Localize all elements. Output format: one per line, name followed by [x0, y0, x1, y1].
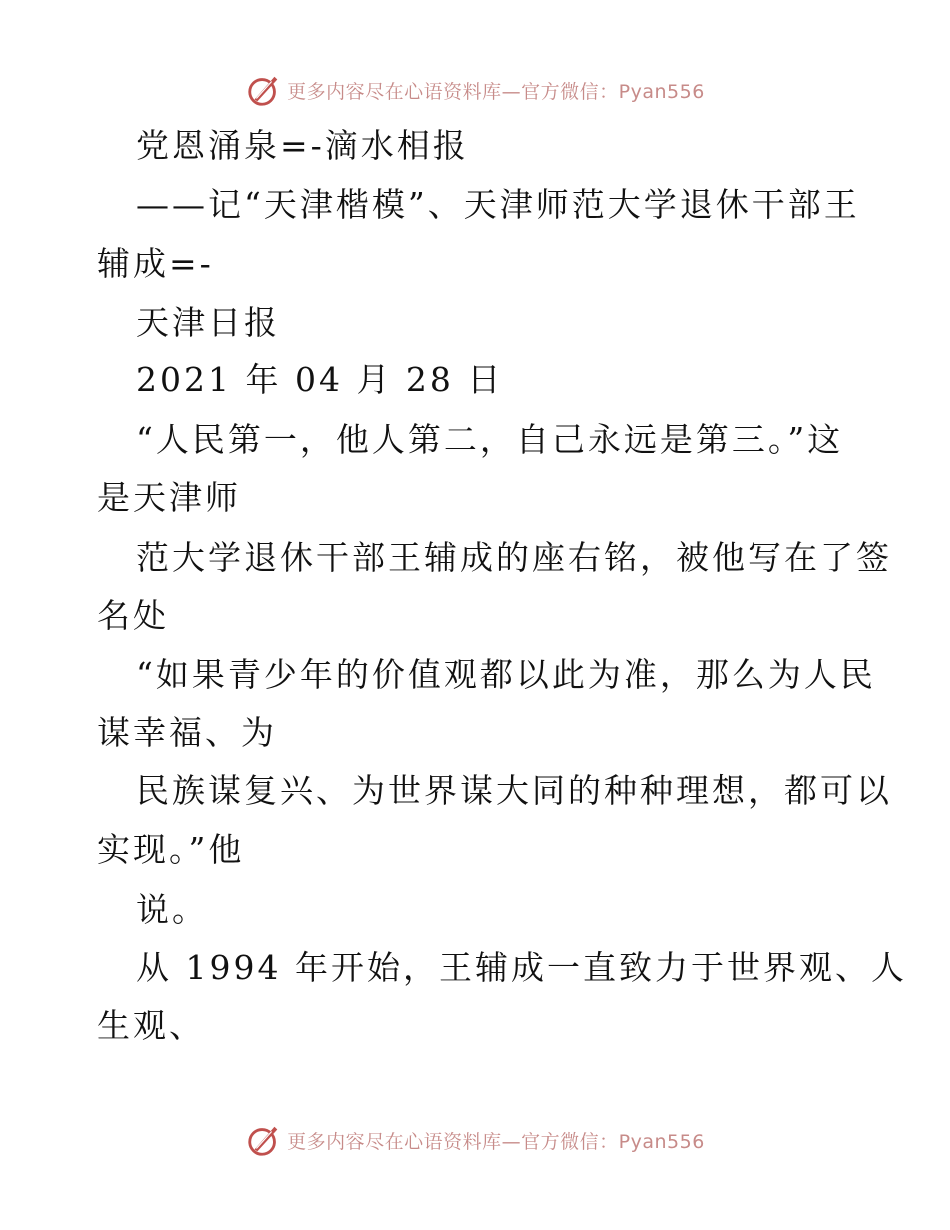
- doc-line-date: 2021 年 04 月 28 日: [136, 360, 504, 399]
- doc-line-subtitle-cont: 辅成=-: [97, 244, 214, 283]
- watermark-text: 更多内容尽在心语资料库—官方微信：Pyan556: [287, 80, 705, 103]
- doc-line-para2-cont: 名处: [97, 596, 169, 635]
- doc-line-para1-cont: 是天津师: [97, 478, 241, 517]
- quill-pen-logo-icon: [245, 1121, 283, 1159]
- doc-line-source: 天津日报: [136, 303, 280, 342]
- watermark-text: 更多内容尽在心语资料库—官方微信：Pyan556: [287, 1130, 705, 1153]
- doc-line-title: 党恩涌泉=-滴水相报: [136, 126, 469, 165]
- watermark-footer: [0, 1118, 950, 1162]
- doc-line-para5: 说。: [136, 890, 208, 929]
- doc-line-para2: 范大学退休干部王辅成的座右铭，被他写在了签: [136, 538, 892, 577]
- doc-line-para6: 从 1994 年开始，王辅成一直致力于世界观、人: [136, 948, 907, 987]
- doc-line-para3: “如果青少年的价值观都以此为准，那么为人民: [136, 655, 876, 694]
- doc-line-para6-cont: 生观、: [97, 1006, 205, 1045]
- doc-line-subtitle: ——记“天津楷模”、天津师范大学退休干部王: [136, 185, 860, 224]
- doc-line-para4: 民族谋复兴、为世界谋大同的种种理想，都可以: [136, 771, 892, 810]
- doc-line-para1: “人民第一，他人第二，自己永远是第三。”这: [136, 420, 844, 459]
- doc-line-para4-cont: 实现。”他: [97, 830, 245, 869]
- doc-line-para3-cont: 谋幸福、为: [97, 713, 277, 752]
